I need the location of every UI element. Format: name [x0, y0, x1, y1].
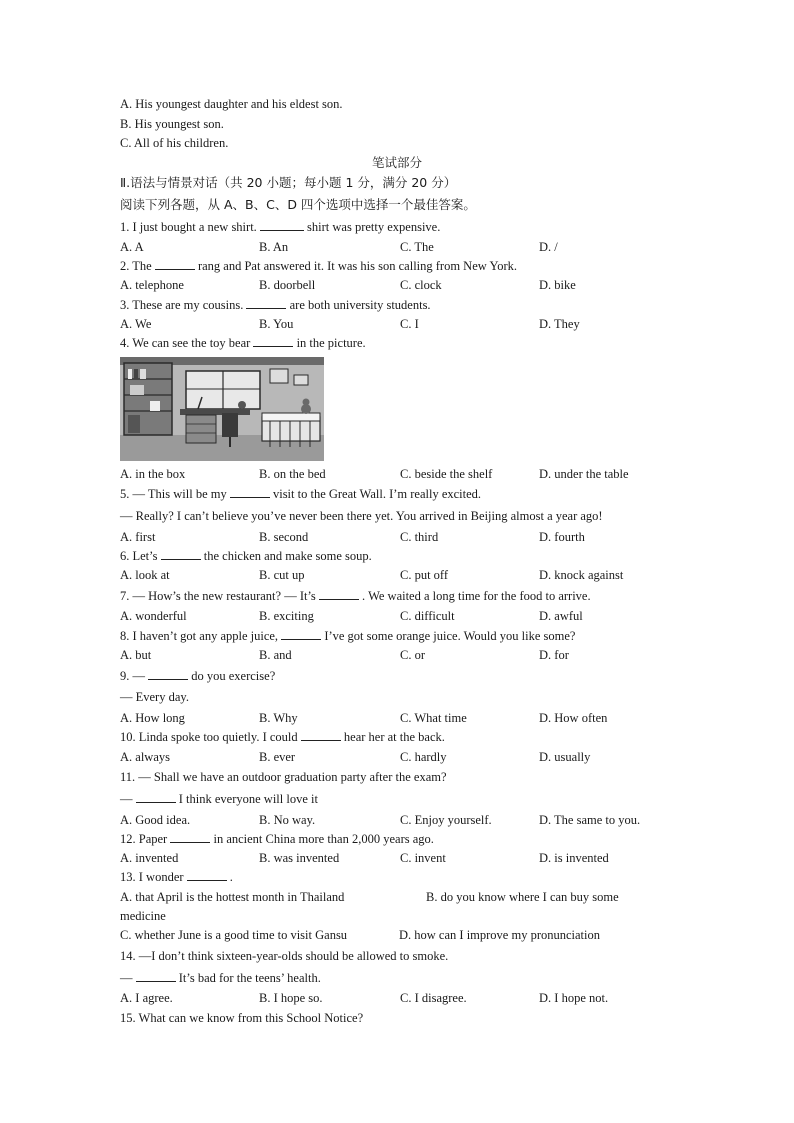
question-11: 11. — Shall we have an outdoor graduation party after the exam?	[120, 770, 447, 784]
question-7: 7. — How’s the new restaurant? — It’s . We waited a long time for the food to arrive.	[120, 589, 591, 603]
question-6: 6. Let’s the chicken and make some soup.	[120, 549, 372, 563]
carryover-option-a: A. His youngest daughter and his eldest son.	[120, 97, 343, 111]
q12-option-d: D. is invented	[539, 851, 609, 865]
section-heading: Ⅱ.语法与情景对话（共 20 小题；每小题 1 分，满分 20 分）	[120, 175, 457, 190]
q9-option-b: B. Why	[259, 711, 298, 725]
q13-option-a: A. that April is the hottest month in Thailand	[120, 890, 345, 904]
instructions: 阅读下列各题，从 A、B、C、D 四个选项中选择一个最佳答案。	[120, 197, 476, 212]
q13-option-b-continued: medicine	[120, 909, 166, 923]
q13-option-d: D. how can I improve my pronunciation	[399, 928, 600, 942]
question-9-reply: — Every day.	[120, 690, 189, 704]
q8-option-c: C. or	[400, 648, 425, 662]
q10-option-a: A. always	[120, 750, 170, 764]
q13-option-b: B. do you know where I can buy some	[426, 890, 619, 904]
question-14-reply: — It’s bad for the teens’ health.	[120, 971, 321, 985]
q14-option-a: A. I agree.	[120, 991, 173, 1005]
question-9: 9. — do you exercise?	[120, 669, 276, 683]
q11-option-b: B. No way.	[259, 813, 316, 827]
question-14: 14. —I don’t think sixteen-year-olds should be allowed to smoke.	[120, 949, 449, 963]
carryover-option-b: B. His youngest son.	[120, 117, 224, 131]
question-13: 13. I wonder .	[120, 870, 233, 884]
q5-option-b: B. second	[259, 530, 309, 544]
q13-option-c: C. whether June is a good time to visit Gansu	[120, 928, 348, 942]
q5-option-c: C. third	[400, 530, 439, 544]
q5-option-a: A. first	[120, 530, 156, 544]
question-15: 15. What can we know from this School Notice?	[120, 1011, 364, 1025]
q2-option-c: C. clock	[400, 278, 442, 292]
question-11-reply: — I think everyone will love it	[120, 792, 318, 806]
q1-option-b: B. An	[259, 240, 289, 254]
q6-option-c: C. put off	[400, 568, 449, 582]
q3-option-b: B. You	[259, 317, 294, 331]
q9-option-c: C. What time	[400, 711, 467, 725]
q5-option-d: D. fourth	[539, 530, 585, 544]
q12-option-a: A. invented	[120, 851, 179, 865]
q2-option-a: A. telephone	[120, 278, 184, 292]
q10-option-d: D. usually	[539, 750, 591, 764]
q1-option-d: D. /	[539, 240, 558, 254]
question-4: 4. We can see the toy bear in the picture.	[120, 336, 366, 350]
q3-option-d: D. They	[539, 317, 580, 331]
q6-option-d: D. knock against	[539, 568, 624, 582]
q3-option-c: C. I	[400, 317, 419, 331]
carryover-option-c: C. All of his children.	[120, 136, 229, 150]
q11-option-a: A. Good idea.	[120, 813, 191, 827]
q10-option-b: B. ever	[259, 750, 296, 764]
bedroom-picture	[120, 357, 324, 461]
q6-option-b: B. cut up	[259, 568, 305, 582]
q4-option-c: C. beside the shelf	[400, 467, 493, 481]
q1-option-a: A. A	[120, 240, 144, 254]
question-1: 1. I just bought a new shirt. shirt was pretty expensive.	[120, 220, 441, 234]
question-5: 5. — This will be my visit to the Great Wall. I’m really excited.	[120, 487, 482, 501]
q7-option-a: A. wonderful	[120, 609, 187, 623]
q1-option-c: C. The	[400, 240, 434, 254]
q14-option-c: C. I disagree.	[400, 991, 467, 1005]
q6-option-a: A. look at	[120, 568, 170, 582]
q7-option-c: C. difficult	[400, 609, 455, 623]
question-3: 3. These are my cousins. are both university students.	[120, 298, 431, 312]
section-title: 笔试部分	[371, 156, 422, 170]
q2-option-b: B. doorbell	[259, 278, 316, 292]
q4-option-a: A. in the box	[120, 467, 186, 481]
q12-option-b: B. was invented	[259, 851, 340, 865]
q7-option-d: D. awful	[539, 609, 583, 623]
q3-option-a: A. We	[120, 317, 152, 331]
q8-option-d: D. for	[539, 648, 569, 662]
q4-option-b: B. on the bed	[259, 467, 326, 481]
q2-option-d: D. bike	[539, 278, 576, 292]
question-2: 2. The rang and Pat answered it. It was his son calling from New York.	[120, 259, 518, 273]
question-5-reply: — Really? I can’t believe you’ve never been there yet. You arrived in Beijing almost a year ago!	[120, 509, 603, 523]
q11-option-d: D. The same to you.	[539, 813, 641, 827]
q14-option-d: D. I hope not.	[539, 991, 609, 1005]
question-10: 10. Linda spoke too quietly. I could hear her at the back.	[120, 730, 445, 744]
q9-option-a: A. How long	[120, 711, 185, 725]
q8-option-b: B. and	[259, 648, 292, 662]
q11-option-c: C. Enjoy yourself.	[400, 813, 492, 827]
q9-option-d: D. How often	[539, 711, 608, 725]
q8-option-a: A. but	[120, 648, 152, 662]
q7-option-b: B. exciting	[259, 609, 314, 623]
question-8: 8. I haven’t got any apple juice, I’ve got some orange juice. Would you like some?	[120, 629, 576, 643]
question-12: 12. Paper in ancient China more than 2,000 years ago.	[120, 832, 434, 846]
q4-option-d: D. under the table	[539, 467, 629, 481]
q14-option-b: B. I hope so.	[259, 991, 323, 1005]
q10-option-c: C. hardly	[400, 750, 447, 764]
q12-option-c: C. invent	[400, 851, 446, 865]
